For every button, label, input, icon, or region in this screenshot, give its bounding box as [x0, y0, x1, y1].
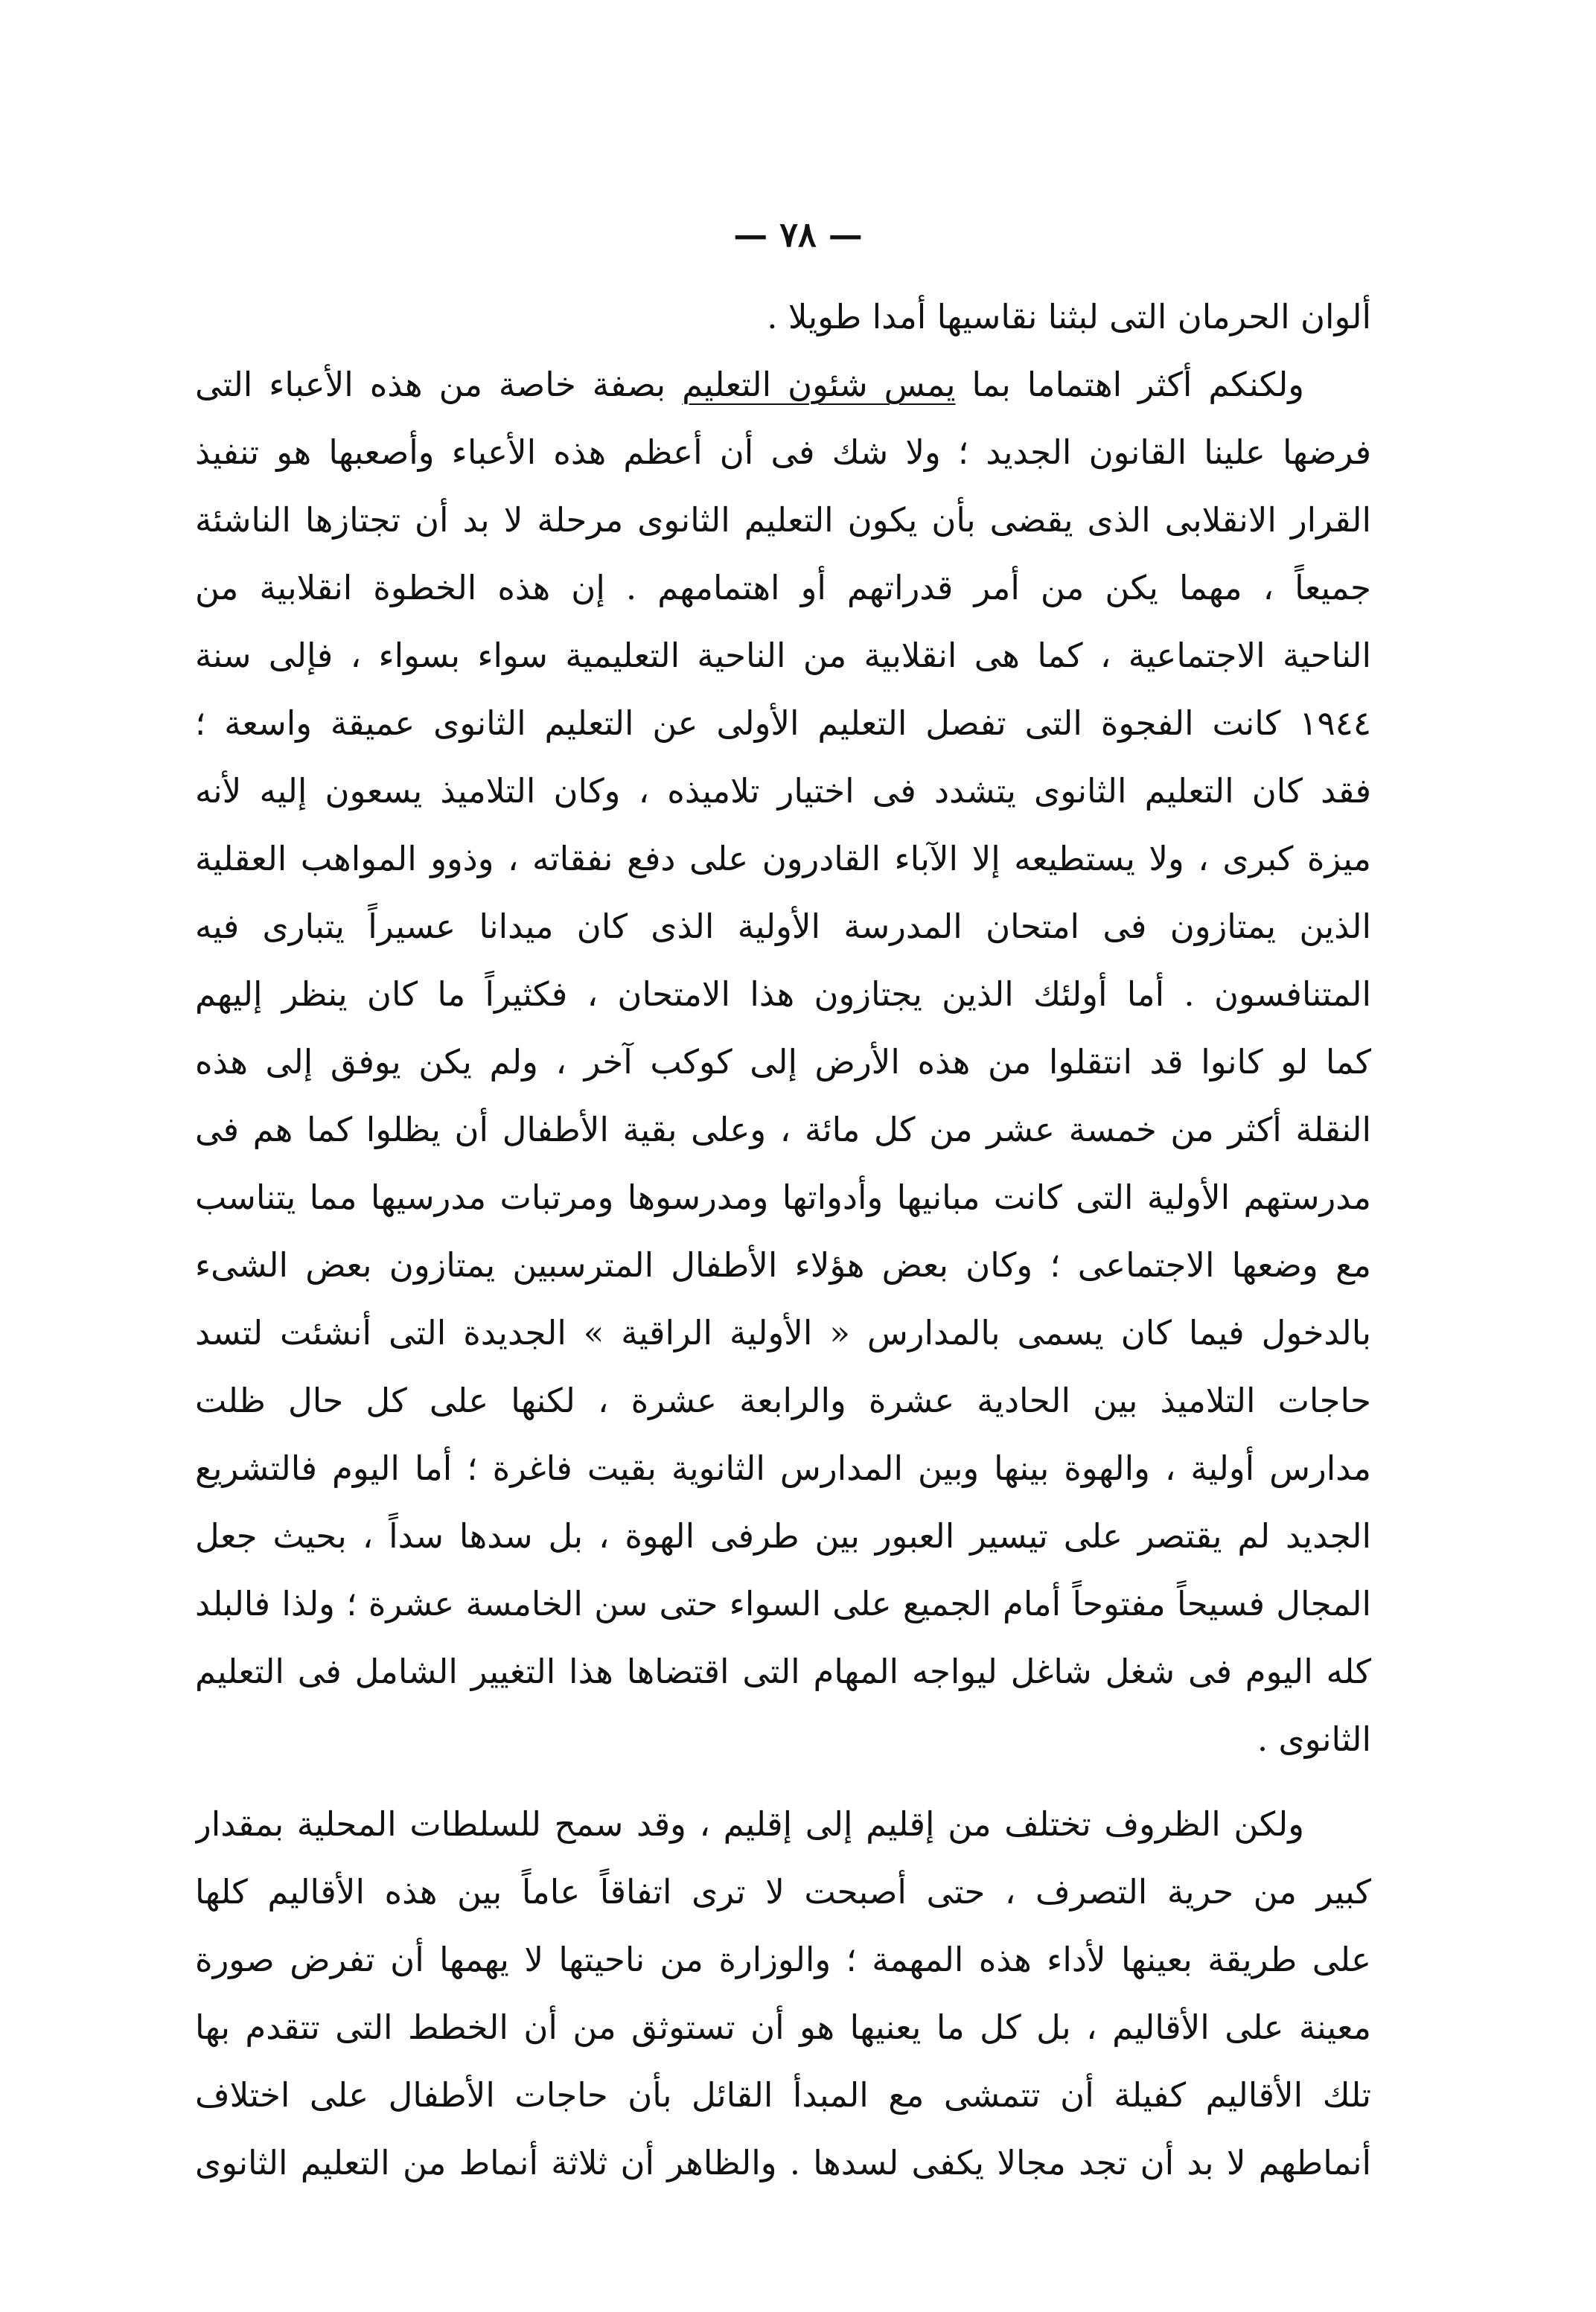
text-line: المتنافسون . أما أولئك الذين يجتازون هذا الامتحان ، فكثيراً ما كان ينظر إليهم [195, 974, 1371, 1014]
page-number: — ٧٨ — [733, 214, 863, 255]
text-line: معينة على الأقاليم ، بل كل ما يعنيها هو أن تستوثق من أن الخطط التى تتقدم بها [195, 2008, 1371, 2047]
text-line: ألوان الحرمان التى لبثنا نقاسيها أمدا طويلا . [767, 297, 1371, 336]
text-line: ميزة كبرى ، ولا يستطيعه إلا الآباء القادرون على دفع نفقاته ، وذوو المواهب العقلية [195, 839, 1371, 878]
main-text-block [195, 283, 1371, 1773]
text-line: على طريقة بعينها لأداء هذه المهمة ؛ والوزارة من ناحيتها لا يهمها أن تفرض صورة [195, 1940, 1371, 1979]
text-line: الثانوى . [1257, 1719, 1371, 1759]
text-segment: ولكنكم أكثر اهتماما بما [955, 365, 1305, 404]
text-segment: بصفة خاصة من هذه الأعباء التى [195, 365, 683, 404]
text-line: ١٩٤٤ كانت الفجوة التى تفصل التعليم الأولى عن التعليم الثانوى عميقة واسعة ؛ [195, 703, 1371, 743]
text-line: فقد كان التعليم الثانوى يتشدد فى اختيار تلاميذه ، وكان التلاميذ يسعون إليه لأنه [195, 771, 1371, 811]
text-line: جميعاً ، مهما يكن من أمر قدراتهم أو اهتمامهم . إن هذه الخطوة انقلابية من [195, 568, 1371, 607]
text-line: فرضها علينا القانون الجديد ؛ ولا شك فى أن أعظم هذه الأعباء وأصعبها هو تنفيذ [195, 432, 1371, 472]
text-line: القرار الانقلابى الذى يقضى بأن يكون التعليم الثانوى مرحلة لا بد أن تجتازها الناشئة [195, 500, 1371, 540]
text-line: المجال فسيحاً مفتوحاً أمام الجميع على السواء حتى سن الخامسة عشرة ؛ ولذا فالبلد [195, 1584, 1371, 1623]
text-line: الناحية الاجتماعية ، كما هى انقلابية من الناحية التعليمية سواء بسواء ، فإلى سنة [195, 636, 1371, 675]
text-line: مدارس أولية ، والهوة بينها وبين المدارس الثانوية بقيت فاغرة ؛ أما اليوم فالتشريع [195, 1449, 1371, 1488]
text-line: كبير من حرية التصرف ، حتى أصبحت لا ترى اتفاقاً عاماً بين هذه الأقاليم كلها [195, 1872, 1371, 1912]
text-line: حاجات التلاميذ بين الحادية عشرة والرابعة عشرة ، لكنها على كل حال ظلت [195, 1381, 1371, 1420]
paragraph-first-line: ولكن الظروف تختلف من إقليم إلى إقليم ، وقد سمح للسلطات المحلية بمقدار [195, 1804, 1304, 1844]
text-line: كله اليوم فى شغل شاغل ليواجه المهام التى اقتضاها هذا التغيير الشامل فى التعليم [195, 1652, 1371, 1691]
second-text-block [195, 1790, 1371, 2197]
paragraph-first-line [195, 351, 1371, 418]
text-line: تلك الأقاليم كفيلة أن تتمشى مع المبدأ القائل بأن حاجات الأطفال على اختلاف [195, 2075, 1371, 2115]
text-line: بالدخول فيما كان يسمى بالمدارس « الأولية الراقية » الجديدة التى أنشئت لتسد [195, 1313, 1371, 1353]
text-line: مدرستهم الأولية التى كانت مبانيها وأدواتها ومدرسوها ومرتبات مدرسيها مما يتناسب [195, 1178, 1371, 1217]
underlined-phrase: يمس شئون التعليم [682, 365, 956, 404]
text-line: الجديد لم يقتصر على تيسير العبور بين طرفى الهوة ، بل سدها سداً ، بحيث جعل [195, 1516, 1371, 1556]
text-line: الذين يمتازون فى امتحان المدرسة الأولية الذى كان ميدانا عسيراً يتبارى فيه [195, 907, 1371, 946]
text-line: أنماطهم لا بد أن تجد مجالا يكفى لسدها . والظاهر أن ثلاثة أنماط من التعليم الثانوى [195, 2143, 1371, 2182]
text-line: النقلة أكثر من خمسة عشر من كل مائة ، وعلى بقية الأطفال أن يظلوا كما هم فى [195, 1110, 1371, 1149]
text-line: مع وضعها الاجتماعى ؛ وكان بعض هؤلاء الأطفال المترسبين يمتازون بعض الشىء [195, 1245, 1371, 1285]
text-line: كما لو كانوا قد انتقلوا من هذه الأرض إلى كوكب آخر ، ولم يكن يوفق إلى هذه [195, 1042, 1371, 1082]
